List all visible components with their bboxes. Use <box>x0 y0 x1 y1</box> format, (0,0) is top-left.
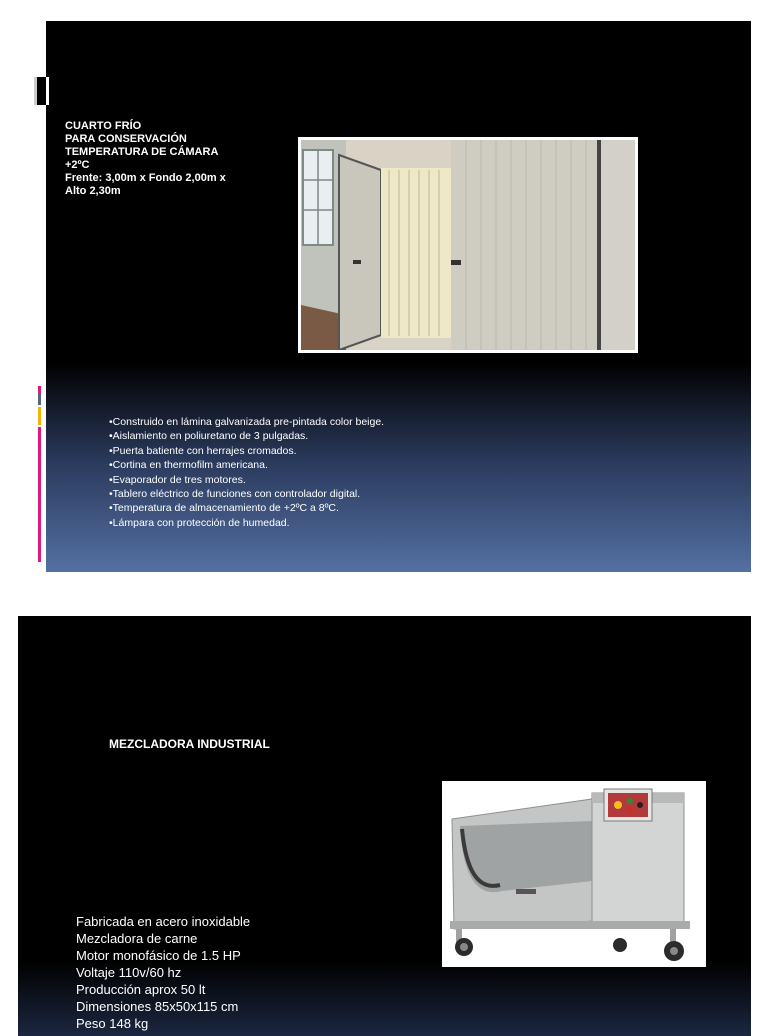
spec-item: Peso 148 kg <box>76 1016 149 1031</box>
feature-item: •Aislamiento en poliuretano de 3 pulgadas. <box>109 430 309 443</box>
title-line: PARA CONSERVACIÓN <box>65 133 187 145</box>
title-line: CUARTO FRÍO <box>65 120 142 132</box>
feature-item: •Evaporador de tres motores. <box>109 473 246 486</box>
cold-room-photo <box>298 137 638 353</box>
slide-cold-room <box>18 21 751 572</box>
title-line: TEMPERATURA DE CÁMARA <box>65 146 219 158</box>
mixer-illustration <box>442 781 706 967</box>
feature-item: •Temperatura de almacenamiento de +2ºC a 8ºC. <box>109 502 339 515</box>
mixer-title: MEZCLADORA INDUSTRIAL <box>109 737 270 751</box>
feature-item: •Puerta batiente con herrajes cromados. <box>109 444 297 457</box>
feature-item: •Lámpara con protección de humedad. <box>109 516 290 529</box>
feature-item: •Cortina en thermofilm americana. <box>109 459 268 472</box>
mixer-specs <box>76 913 250 1032</box>
mixer-photo <box>442 781 706 967</box>
accent-bar-magenta <box>38 427 41 562</box>
spec-item: Fabricada en acero inoxidable <box>76 914 251 929</box>
cold-room-title <box>65 120 265 198</box>
title-line: Alto 2,30m <box>65 185 121 197</box>
spec-item: Motor monofásico de 1.5 HP <box>76 948 241 963</box>
spec-item: Voltaje 110v/60 hz <box>76 965 182 980</box>
title-line: Frente: 3,00m x Fondo 2,00m x <box>65 172 226 184</box>
title-line: +2ºC <box>65 159 90 171</box>
feature-item: •Tablero eléctrico de funciones con controlador digital. <box>109 488 361 501</box>
feature-item: •Construido en lámina galvanizada pre-pintada color beige. <box>109 416 385 428</box>
slide-industrial-mixer <box>18 616 751 1036</box>
spec-item: Producción aprox 50 lt <box>76 982 206 997</box>
title-decoration-mark <box>34 77 49 105</box>
spec-item: Mezcladora de carne <box>76 931 198 946</box>
accent-bar-yellow <box>38 407 41 425</box>
cold-room-illustration <box>301 140 635 350</box>
accent-bar-pink <box>38 386 41 393</box>
cold-room-features <box>109 415 384 530</box>
spec-item: Dimensiones 85x50x115 cm <box>76 999 239 1014</box>
accent-bar-gray <box>38 393 41 405</box>
